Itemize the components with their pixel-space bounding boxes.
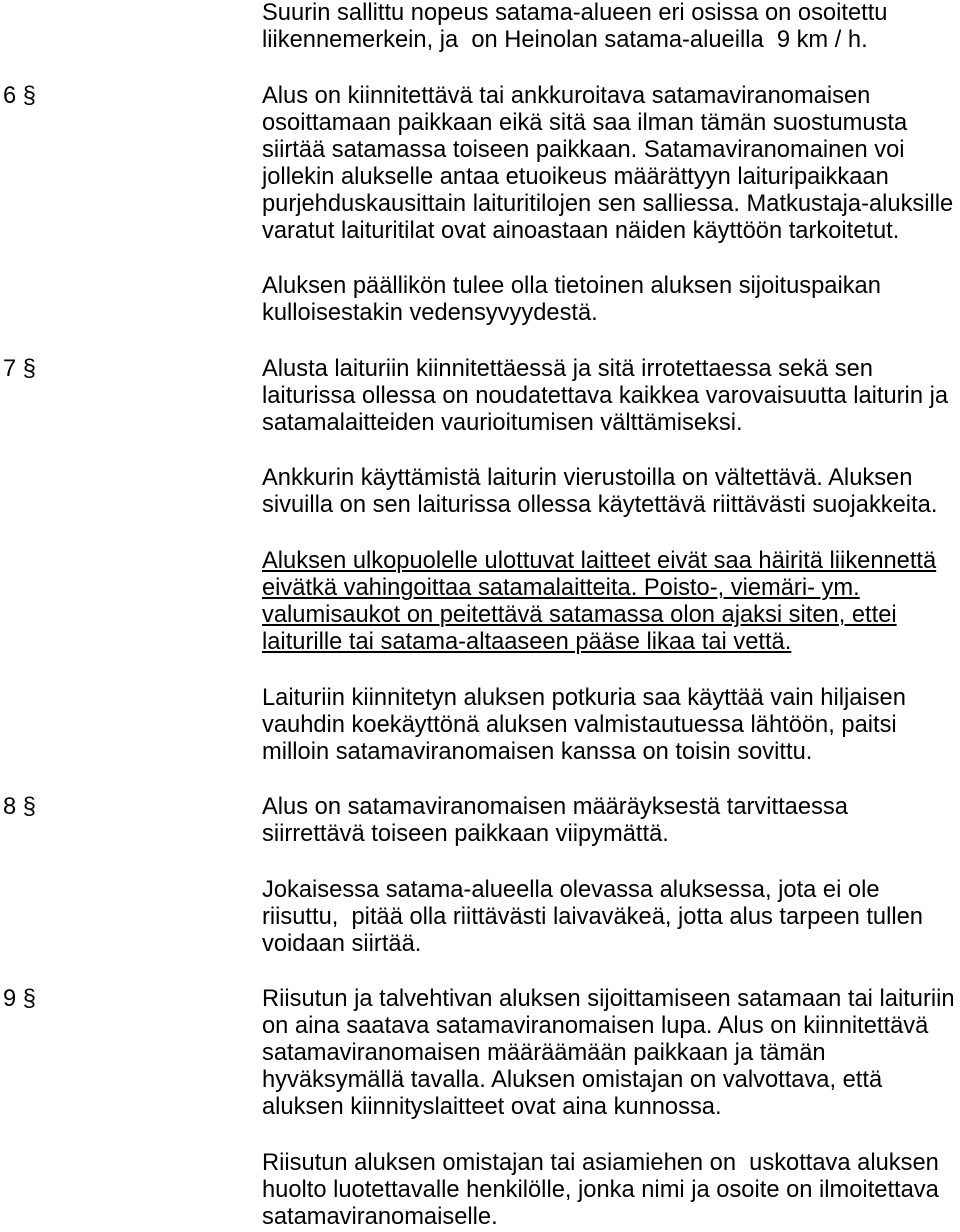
paragraph-text bbox=[262, 794, 960, 848]
text-line: satamaviranomaiselle. bbox=[262, 1203, 498, 1230]
text-line: Riisutun ja talvehtivan aluksen sijoittamiseen satamaan tai laituriin bbox=[262, 986, 955, 1013]
text-line: valumisaukot on peitettävä satamassa olon ajaksi siten, ettei bbox=[262, 601, 897, 628]
text-line: satamaviranomaisen määräämään paikkaan ja tämän bbox=[262, 1040, 826, 1067]
text-line: sivuilla on sen laiturissa ollessa käytettävä riittävästi suojakkeita. bbox=[262, 492, 938, 519]
text-line: Ankkurin käyttämistä laiturin vierustoilla on vältettävä. Aluksen bbox=[262, 465, 913, 492]
text-line: laiturissa ollessa on noudatettava kaikkea varovaisuutta laiturin ja bbox=[262, 382, 949, 409]
text-line: siirrettävä toiseen paikkaan viipymättä. bbox=[262, 821, 669, 848]
text-line: milloin satamaviranomaisen kanssa on toisin sovittu. bbox=[262, 738, 813, 765]
section-number: 6 § bbox=[3, 82, 36, 109]
text-line: aluksen kiinnityslaitteet ovat aina kunnossa. bbox=[262, 1094, 722, 1121]
paragraph-propeller-use bbox=[0, 685, 960, 766]
text-line: jollekin alukselle antaa etuoikeus määrättyyn laituripaikkaan bbox=[262, 163, 889, 190]
text-line: satamalaitteiden vaurioitumisen välttämiseksi. bbox=[262, 409, 743, 436]
text-line: Alusta laituriin kiinnitettäessä ja sitä irrotettaessa sekä sen bbox=[262, 355, 873, 382]
text-line: siirtää satamassa toiseen paikkaan. Satamaviranomainen voi bbox=[262, 136, 905, 163]
paragraph-text bbox=[262, 986, 960, 1121]
text-line: Suurin sallittu nopeus satama-alueen eri osissa on osoitettu bbox=[262, 0, 888, 26]
text-line: osoittamaan paikkaan eikä sitä saa ilman tämän suostumusta bbox=[262, 109, 908, 136]
section-8 bbox=[0, 794, 960, 848]
text-line: Alus on satamaviranomaisen määräyksestä tarvittaessa bbox=[262, 794, 848, 821]
text-line: Alus on kiinnitettävä tai ankkuroitava satamaviranomaisen bbox=[262, 82, 871, 109]
text-line: Riisutun aluksen omistajan tai asiamiehen on uskottava aluksen bbox=[262, 1149, 939, 1176]
text-line: vauhdin koekäyttönä aluksen valmistautuessa lähtöön, paitsi bbox=[262, 711, 897, 738]
section-number: 7 § bbox=[3, 355, 36, 382]
text-line: voidaan siirtää. bbox=[262, 930, 422, 957]
text-line: eivätkä vahingoittaa satamalaitteita. Poisto-, viemäri- ym. bbox=[262, 574, 860, 601]
paragraph-text bbox=[262, 548, 960, 656]
paragraph-underlined-equipment bbox=[0, 548, 960, 656]
paragraph-text bbox=[262, 356, 960, 437]
text-line: Laituriin kiinnitetyn aluksen potkuria saa käyttää vain hiljaisen bbox=[262, 684, 906, 711]
paragraph-text bbox=[262, 1150, 960, 1231]
paragraph-text bbox=[262, 685, 960, 766]
paragraph-anchor-use bbox=[0, 465, 960, 519]
text-line: riisuttu, pitää olla riittävästi laivaväkeä, jotta alus tarpeen tullen bbox=[262, 903, 923, 930]
paragraph-speed-limit bbox=[0, 0, 960, 54]
section-number: 8 § bbox=[3, 794, 36, 821]
text-line: on aina saatava satamaviranomaisen lupa. Alus on kiinnitettävä bbox=[262, 1013, 929, 1040]
section-number: 9 § bbox=[3, 986, 36, 1013]
text-line: purjehduskausittain laituritilojen sen salliessa. Matkustaja-aluksille bbox=[262, 190, 954, 217]
paragraph-crew-requirement bbox=[0, 877, 960, 958]
paragraph-text bbox=[262, 273, 960, 327]
paragraph-text bbox=[262, 83, 960, 245]
section-6 bbox=[0, 83, 960, 245]
text-line: Aluksen ulkopuolelle ulottuvat laitteet eivät saa häiritä liikennettä bbox=[262, 547, 937, 574]
paragraph-text bbox=[262, 465, 960, 519]
paragraph-captain-awareness bbox=[0, 273, 960, 327]
text-line: Aluksen päällikön tulee olla tietoinen aluksen sijoituspaikan bbox=[262, 273, 881, 300]
section-7 bbox=[0, 356, 960, 437]
paragraph-owner-maintenance bbox=[0, 1150, 960, 1231]
text-line: varatut laituritilat ovat ainoastaan näiden käyttöön tarkoitetut. bbox=[262, 217, 900, 244]
text-line: huolto luotettavalle henkilölle, jonka nimi ja osoite on ilmoitettava bbox=[262, 1176, 939, 1203]
text-line: liikennemerkein, ja on Heinolan satama-alueilla 9 km / h. bbox=[262, 27, 868, 53]
text-line: hyväksymällä tavalla. Aluksen omistajan on valvottava, että bbox=[262, 1067, 883, 1094]
paragraph-text bbox=[262, 877, 960, 958]
text-line: kulloisestakin vedensyvyydestä. bbox=[262, 300, 598, 327]
text-line: laiturille tai satama-altaaseen pääse likaa tai vettä. bbox=[262, 628, 792, 655]
paragraph-text bbox=[262, 0, 960, 54]
text-line: Jokaisessa satama-alueella olevassa aluksessa, jota ei ole bbox=[262, 876, 880, 903]
section-9 bbox=[0, 986, 960, 1121]
